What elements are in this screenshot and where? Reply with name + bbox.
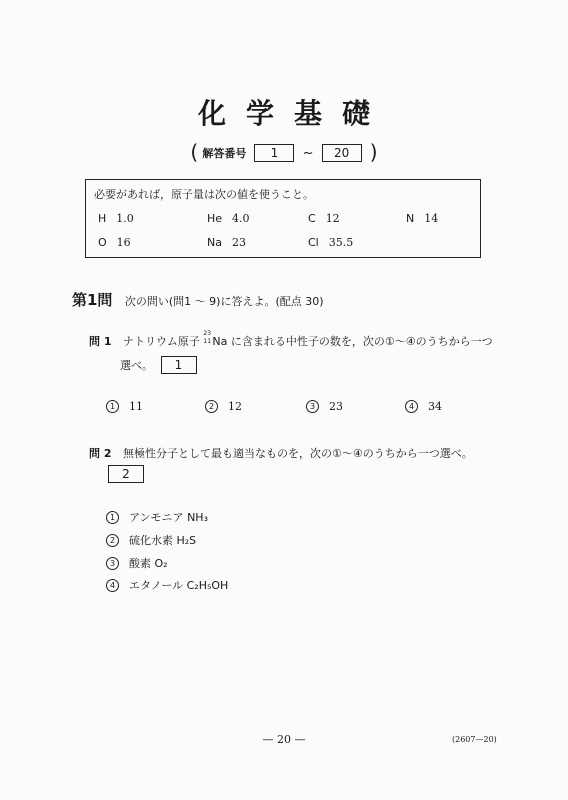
question-1-text-c: 選べ。 — [120, 359, 153, 372]
close-paren: ) — [369, 140, 378, 164]
q1-option-3 — [306, 400, 343, 413]
option-formula: O₂ — [154, 557, 168, 570]
question-2-text: 無極性分子として最も適当なものを，次の①～④のうちから一つ選べ。 — [122, 447, 473, 460]
option-name: アンモニア — [129, 511, 184, 524]
q1-option-4 — [405, 400, 442, 413]
page-title: 化学基礎 — [197, 97, 390, 130]
option-name: 硫化水素 — [129, 534, 173, 547]
answer-box-1: 1 — [161, 356, 197, 374]
question-1-text-b: に含まれる中性子の数を，次の①～④のうちから一つ — [230, 335, 493, 348]
section-instructions: 次の問い(問1 ～ 9)に答えよ。(配点 30) — [124, 295, 324, 308]
answer-box-2: 2 — [108, 465, 144, 483]
answer-number-to: 20 — [322, 144, 362, 162]
option-marker-2: 2 — [106, 534, 119, 547]
answer-number-from: 1 — [254, 144, 294, 162]
atomic-weight-c: C 12 — [308, 212, 340, 225]
question-2-line1 — [89, 445, 473, 461]
atomic-weights-box — [85, 179, 481, 258]
option-formula: NH₃ — [187, 511, 208, 524]
page-number: — 20 — — [262, 733, 306, 746]
option-text: 23 — [329, 400, 343, 413]
option-marker-1: 1 — [106, 400, 119, 413]
question-2-line2 — [108, 465, 144, 483]
atomic-weight-o: O 16 — [98, 236, 131, 249]
q1-option-2 — [205, 400, 242, 413]
question-1-text-a: ナトリウム原子 — [122, 335, 200, 348]
option-text: 11 — [129, 400, 143, 413]
section-number: 第1問 — [72, 291, 113, 309]
atomic-weight-he: He 4.0 — [207, 212, 250, 225]
exam-code: (2607—20) — [452, 735, 497, 744]
atomic-weight-n: N 14 — [406, 212, 439, 225]
option-marker-4: 4 — [405, 400, 418, 413]
option-marker-3: 3 — [106, 557, 119, 570]
option-name: 酸素 — [129, 557, 151, 570]
q2-option-1 — [106, 509, 208, 525]
q2-option-4 — [106, 577, 228, 593]
nuclide-notation — [203, 330, 212, 347]
question-1-line2 — [120, 356, 197, 374]
option-formula: H₂S — [176, 534, 197, 547]
element-symbol: Na — [212, 335, 228, 348]
option-formula: C₂H₅OH — [186, 579, 229, 592]
answer-number-label: 解答番号 — [202, 147, 247, 160]
option-marker-1: 1 — [106, 511, 119, 524]
option-marker-3: 3 — [306, 400, 319, 413]
option-text: 34 — [428, 400, 442, 413]
answer-number-range — [0, 140, 568, 164]
q1-option-1 — [106, 400, 143, 413]
atomic-weight-h: H 1.0 — [98, 212, 134, 225]
answer-number-tilde: ~ — [302, 146, 314, 161]
atomic-number: 11 — [203, 338, 212, 345]
open-paren: ( — [190, 140, 199, 164]
atomic-weights-note: 必要があれば，原子量は次の値を使うこと。 — [94, 188, 314, 201]
atomic-weight-cl: Cl 35.5 — [308, 236, 354, 249]
q2-option-2 — [106, 532, 196, 548]
option-marker-2: 2 — [205, 400, 218, 413]
option-marker-4: 4 — [106, 579, 119, 592]
question-1-label: 問 1 — [89, 335, 112, 348]
question-1-line1 — [89, 330, 493, 349]
q2-option-3 — [106, 555, 168, 571]
atomic-weight-na: Na 23 — [207, 236, 246, 249]
option-name: エタノール — [129, 579, 184, 592]
question-2-label: 問 2 — [89, 447, 112, 460]
option-text: 12 — [228, 400, 242, 413]
mass-number: 23 — [203, 330, 212, 337]
section-heading — [72, 289, 324, 310]
